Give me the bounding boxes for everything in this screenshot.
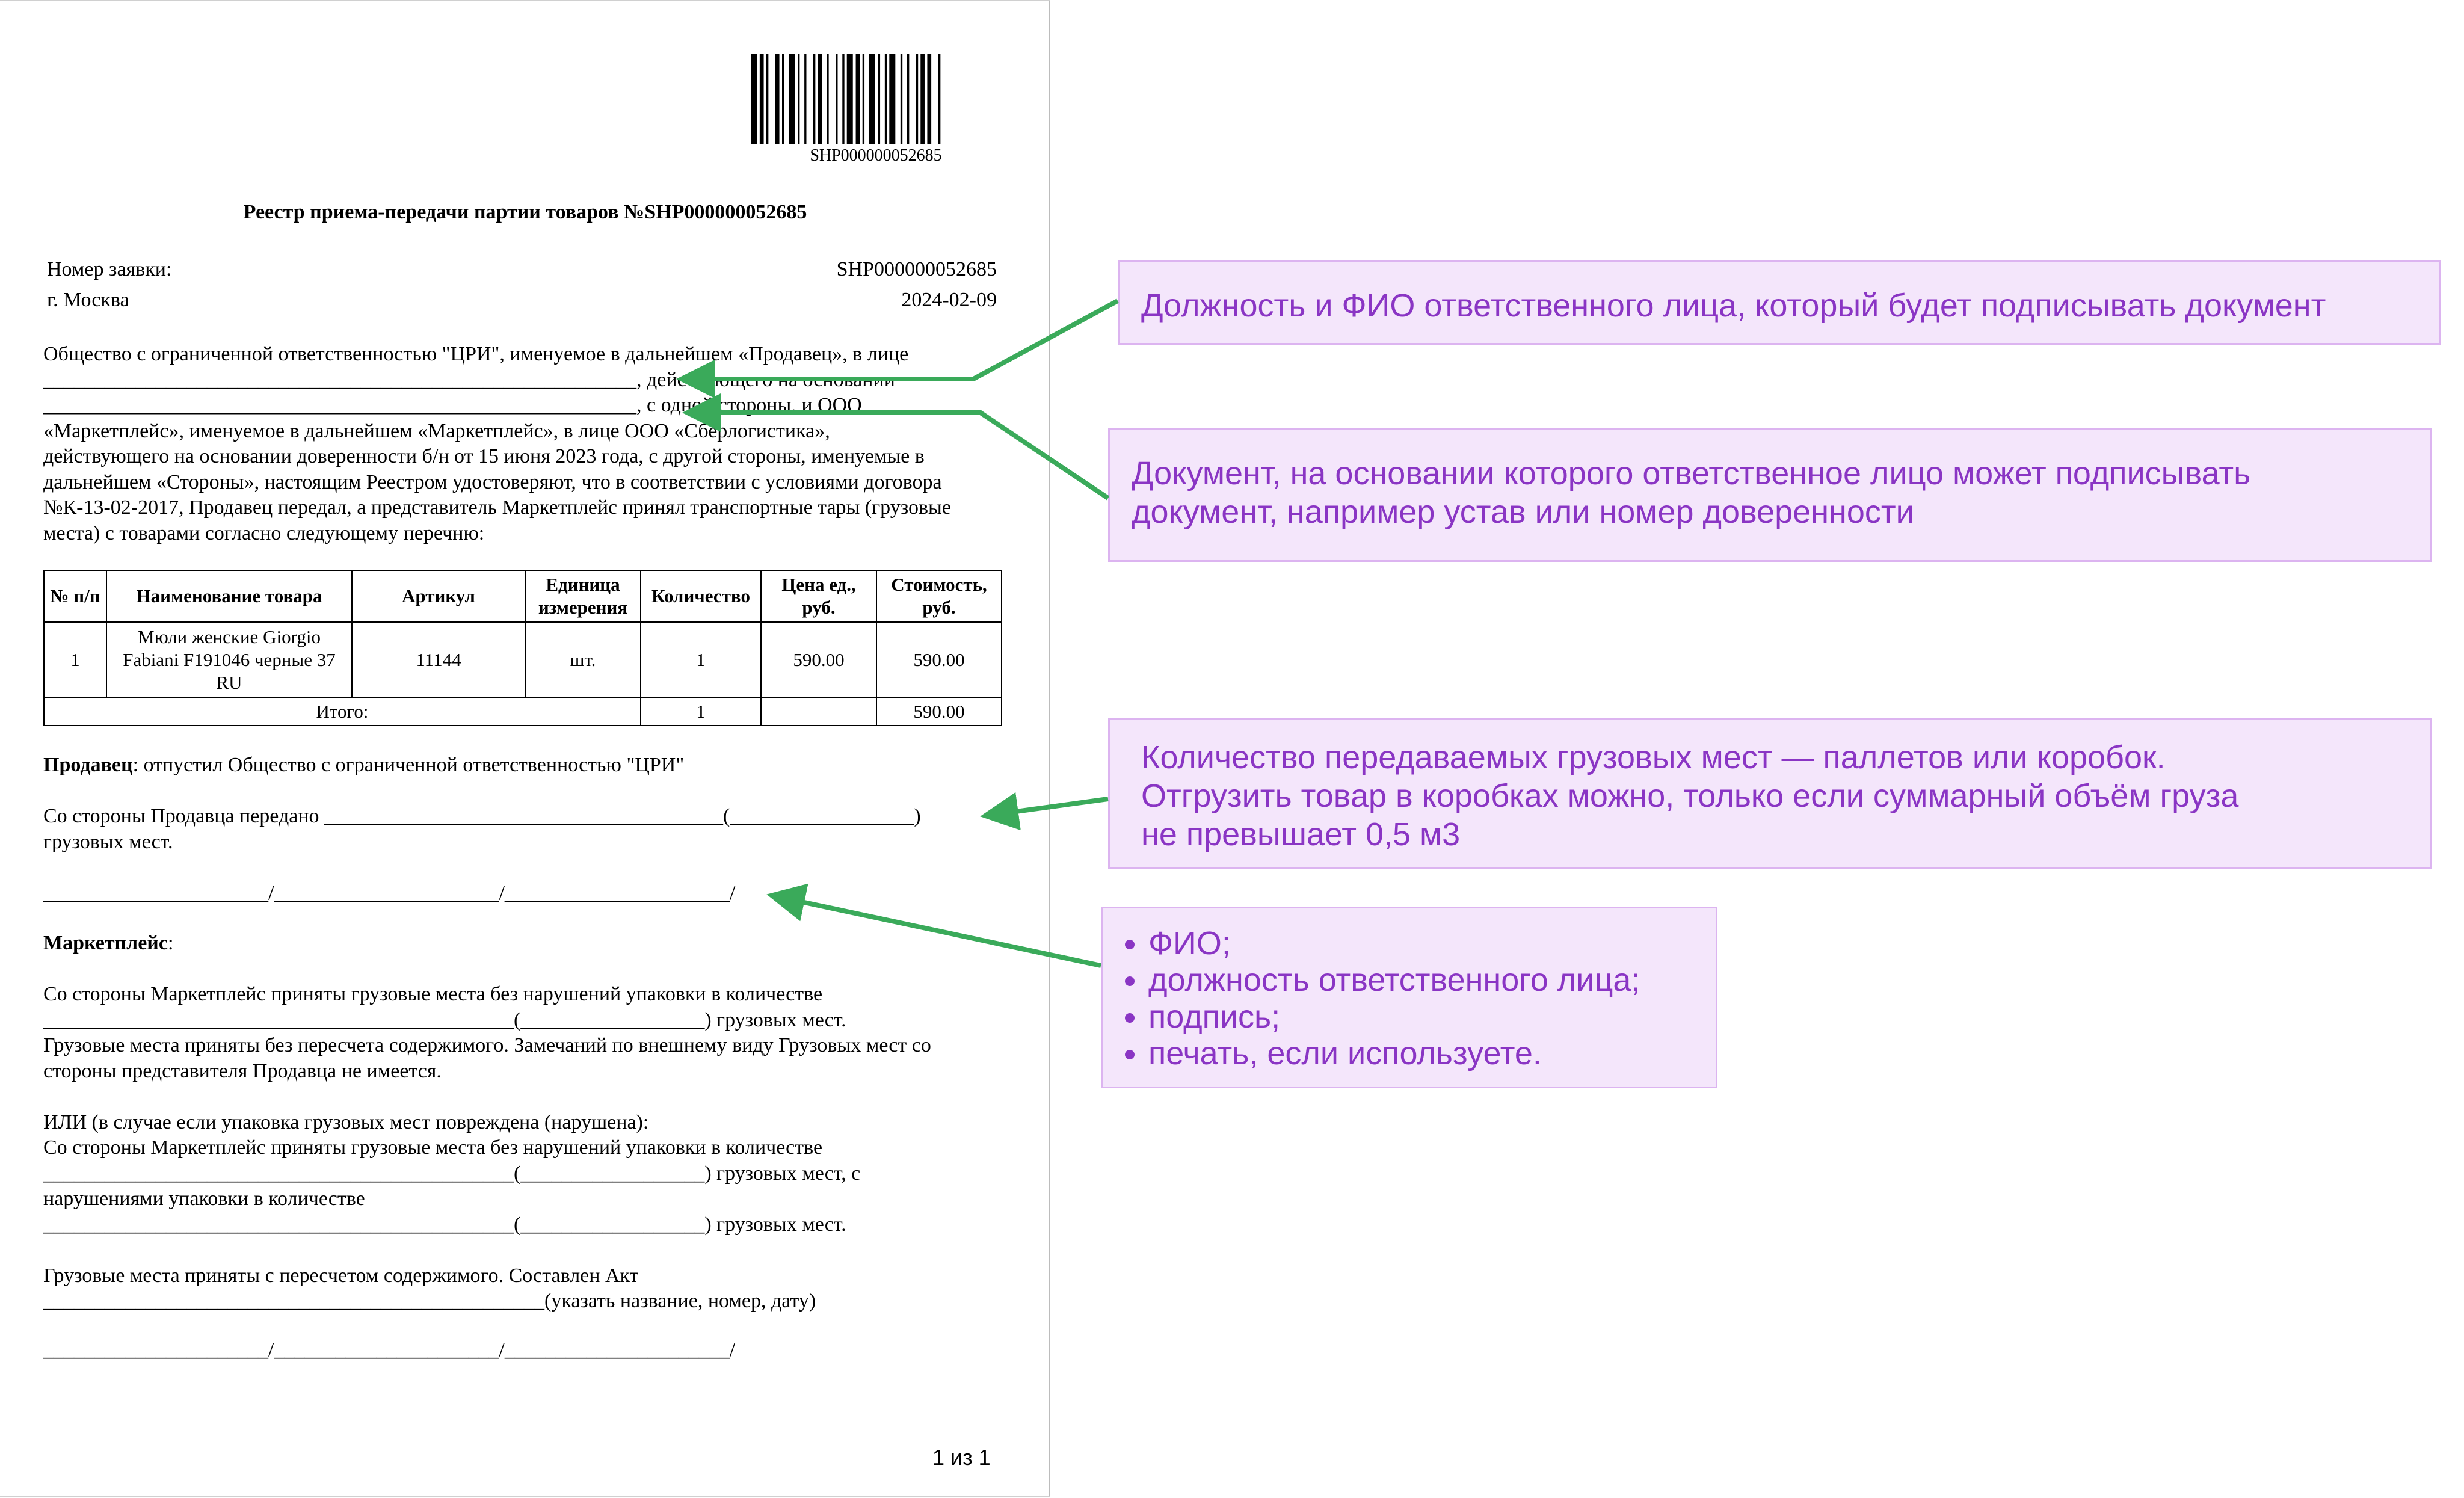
marketplace-line: ______________________________________________(__________________) грузовых мест, с [43,1162,861,1185]
seller-label: Продавец [43,754,133,776]
callout-signatory [1118,260,2441,345]
seller-handed [43,804,1006,855]
marketplace-line: ______________________________________________(__________________) грузовых мест. [43,1008,846,1031]
table-cell: 11144 [352,622,525,698]
table-cell: 1 [44,622,106,698]
intro-line: места) с товарами согласно следующему перечню: [43,522,485,544]
total-cost: 590.00 [876,698,1002,726]
barcode-bar [813,54,815,144]
barcode-bar [804,54,806,144]
barcode-bar [920,54,925,144]
barcode-label: SHP000000052685 [810,146,942,165]
total-quantity: 1 [641,698,761,726]
marketplace-heading: Маркетплейс: [43,932,174,954]
intro-line: «Маркетплейс», именуемое в дальнейшем «Маркетплейс», в лице ООО «Сберлогистика», [43,419,830,442]
barcode-bar [885,54,887,144]
barcode-bar [760,54,764,144]
intro-line: __________________________________________________________, действующего на основании [43,368,895,391]
callout-list-item: • печать, если используете. [1148,1035,1716,1072]
callout-list-item: • ФИО; [1148,925,1716,962]
marketplace-line [43,1084,1006,1110]
callout-text: документ, например устав или номер доверенности [1132,494,1914,530]
document-title: Реестр приема-передачи партии товаров №SHP000000052685 [243,201,807,223]
marketplace-line: стороны представителя Продавца не имеется. [43,1059,442,1082]
marketplace-line: ИЛИ (в случае если упаковка грузовых мест повреждена (нарушена): [43,1111,649,1133]
barcode-bar [751,54,757,144]
barcode-bar [798,54,799,144]
marketplace-line: Со стороны Маркетплейс приняты грузовые места без нарушений упаковки в количестве [43,1136,823,1159]
intro-line: дальнейшем «Стороны», настоящим Реестром удостоверяют, что в соответствии с условиями договора [43,470,942,493]
table-cell: шт. [525,622,641,698]
barcode-bar [766,54,768,144]
marketplace-signature-line: ______________________/______________________/______________________/ [43,1339,736,1361]
marketplace-line [43,1238,1006,1263]
table-cell: 590.00 [761,622,876,698]
intro-paragraph [43,342,1006,546]
document-date: 2024-02-09 [901,289,997,311]
barcode-bar [782,54,784,144]
barcode-bar [869,54,875,144]
callout-text: Количество передаваемых грузовых мест — паллетов или коробок. [1141,739,2166,775]
table-header: Артикул [352,570,525,622]
seller-signature [43,881,1006,907]
marketplace-line: Грузовые места приняты с пересчетом содержимого. Составлен Акт [43,1264,639,1287]
barcode-bar [836,54,837,144]
barcode-bar [847,54,853,144]
marketplace-paragraph [43,982,1006,1315]
barcode-bar [938,54,940,144]
callout-signature-fields [1101,907,1717,1088]
city: г. Москва [47,289,129,311]
seller-line [43,753,1006,778]
callout-list-item: • подпись; [1148,999,1716,1035]
callout-text: Должность и ФИО ответственного лица, который будет подписывать документ [1141,288,2326,324]
callout-cargo-places [1108,718,2432,869]
table-header: Единица измерения [525,570,641,622]
request-number-label: Номер заявки: [47,258,172,280]
marketplace-line: Грузовые места приняты без пересчета содержимого. Замечаний по внешнему виду Грузовых мест со [43,1034,931,1056]
callout-text: не превышает 0,5 м3 [1141,816,1461,852]
callout-list [1103,925,1716,1072]
marketplace-signature [43,1337,1006,1363]
marketplace-line: _________________________________________________(указать название, номер, дату) [43,1290,816,1312]
table-total-row [44,698,1002,726]
barcode-bar [901,54,902,144]
barcode-bar [863,54,864,144]
seller-handed-line2: грузовых мест. [43,830,173,853]
table-cell: 1 [641,622,761,698]
barcode-bar [856,54,860,144]
barcode-bar [842,54,844,144]
seller-handed-line: Со стороны Продавца передано _______________________________________(__________________) [43,805,921,827]
barcode-bar [827,54,828,144]
callout-authority-document [1108,428,2432,562]
goods-table [43,570,1002,726]
seller-signature-line: ______________________/______________________/______________________/ [43,882,736,904]
marketplace-line: Со стороны Маркетплейс приняты грузовые места без нарушений упаковки в количестве [43,983,823,1005]
table-row [44,622,1002,698]
barcode-bar [927,54,931,144]
callout-list-item: • должность ответственного лица; [1148,962,1716,999]
barcode-bar [818,54,822,144]
page-number: 1 из 1 [932,1445,991,1470]
marketplace-line: нарушениями упаковки в количестве [43,1188,365,1210]
barcode [751,54,1001,144]
table-header: № п/п [44,570,106,622]
total-price [761,698,876,726]
table-header: Стоимость, руб. [876,570,1002,622]
barcode-bar [878,54,880,144]
document-page [0,0,1050,1497]
barcode-bar [775,54,780,144]
table-cell: 590.00 [876,622,1002,698]
marketplace-label: Маркетплейс [43,932,168,954]
callout-text: Отгрузить товар в коробках можно, только если суммарный объём груза [1141,778,2239,814]
table-header: Цена ед., руб. [761,570,876,622]
barcode-bar [916,54,918,144]
barcode-bar [907,54,909,144]
seller-text: : отпустил Общество с ограниченной ответственностью "ЦРИ" [132,754,685,776]
intro-line: №К-13-02-2017, Продавец передал, а представитель Маркетплейс принял транспортные тары (грузовые [43,496,951,519]
barcode-bar [889,54,895,144]
intro-line: Общество с ограниченной ответственностью "ЦРИ", именуемое в дальнейшем «Продавец», в лице [43,343,909,365]
table-header: Наименование товара [106,570,352,622]
marketplace-line: ______________________________________________(__________________) грузовых мест. [43,1213,846,1236]
table-header: Количество [641,570,761,622]
intro-line: действующего на основании доверенности б/н от 15 июня 2023 года, с другой стороны, именуемые в [43,445,925,467]
intro-line: __________________________________________________________, с одной стороны, и ООО [43,394,862,416]
table-cell: Мюли женские Giorgio Fabiani F191046 черные 37 RU [106,622,352,698]
barcode-bar [789,54,795,144]
total-label: Итого: [44,698,641,726]
request-number-value: SHP000000052685 [836,258,997,280]
callout-text: Документ, на основании которого ответственное лицо может подписывать [1132,455,2251,492]
table-header-row [44,570,1002,622]
